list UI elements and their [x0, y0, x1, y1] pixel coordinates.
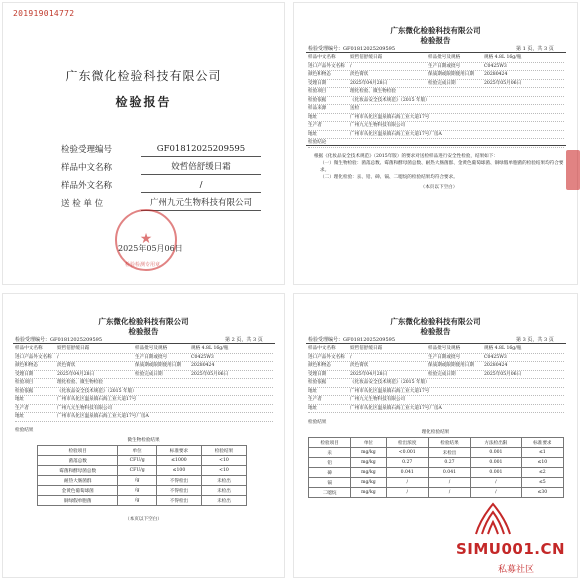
seal-label: 检验检测专用章	[125, 262, 161, 268]
info-key: 生产者	[308, 123, 322, 128]
header-divider	[306, 343, 566, 344]
table-header-row	[309, 438, 564, 448]
info-key: 检验完成日期	[428, 371, 456, 377]
info-row	[15, 371, 273, 380]
info-value: C0425W3	[484, 63, 507, 69]
watermark-brand: SIMU001.CN	[456, 540, 566, 558]
info-value: 《化妆品安全技术规范》（2015 年版）	[57, 388, 137, 394]
receipt-number: 检验受理编号：GF01812025209595	[308, 46, 396, 52]
chem-table-title: 理化检验结果	[421, 430, 450, 435]
table-cell: 未检出	[428, 448, 470, 458]
info-value: 理化检验、微生物检验	[57, 380, 103, 385]
info-row	[308, 354, 564, 363]
info-value: 姣哲倍舒缓日霜	[57, 346, 90, 351]
page-company-name: 广东微化检验科技有限公司	[98, 317, 189, 326]
info-value: 广州市从化区温泉镇石海工业大道17号厂房A	[57, 414, 149, 419]
info-value: 规格 4.8L 16g/瓶	[191, 346, 229, 351]
table-cell: /	[428, 488, 470, 498]
info-row	[15, 388, 273, 397]
info-value: 规格 4.8L 16g/瓶	[484, 346, 522, 351]
cover-row-label: 样品中文名称	[61, 163, 113, 173]
info-row	[308, 122, 564, 131]
info-row	[308, 388, 564, 397]
info-key: 检验结论	[308, 140, 327, 145]
info-value: 广州九元生物科技有限公司	[350, 397, 406, 402]
page-number: 第 2 页，共 3 页	[225, 337, 263, 343]
table-cell: 0.041	[428, 468, 470, 478]
table-cell: /g	[118, 496, 157, 506]
micro-table-title: 微生物检验结果	[127, 438, 160, 443]
info-value: C0425W3	[484, 354, 507, 360]
section-divider	[306, 145, 566, 146]
table-cell: <10	[201, 466, 246, 476]
sample-info-table	[308, 54, 564, 148]
info-key: 地址	[308, 131, 318, 137]
table-row	[38, 476, 247, 486]
table-cell: ≤1000	[156, 456, 201, 466]
cover-report-title: 检验报告	[115, 95, 172, 109]
column-header: 检验结果	[201, 446, 246, 456]
info-row	[15, 413, 273, 422]
sample-info-table	[308, 345, 564, 413]
info-key: 样品批号及规格	[135, 346, 168, 351]
info-key: 样品批号及规格	[428, 55, 461, 60]
table-cell: 金黄色葡萄球菌	[38, 486, 118, 496]
info-key: 地址	[15, 414, 25, 419]
header-divider	[306, 52, 566, 53]
info-row	[308, 105, 564, 114]
info-key: 生产日期或批号	[135, 354, 168, 360]
table-row	[309, 488, 564, 498]
cover-row-label: 送 检 单 位	[61, 199, 104, 209]
table-cell: 不得检出	[156, 486, 201, 496]
micro-results-table	[37, 445, 247, 506]
info-key: 进口产品外文名称	[15, 354, 52, 360]
conclusion-line: 根据《化妆品安全技术规范》（2015年版）的要求对送检样品进行安全性检验，结果如下：	[314, 154, 498, 159]
info-key: 检验依据	[15, 388, 34, 394]
column-header: 检验项目	[38, 446, 118, 456]
info-key: 地址	[308, 388, 318, 394]
table-cell: /	[471, 488, 522, 498]
table-header-row	[38, 446, 247, 456]
info-row	[15, 405, 273, 414]
info-row	[308, 71, 564, 80]
table-cell: /g	[118, 476, 157, 486]
info-key: 样品批号及规格	[428, 346, 461, 351]
report-serial-number: 201919014772	[13, 9, 75, 18]
table-row	[38, 486, 247, 496]
microbiology-results-page	[2, 293, 285, 578]
page-company-name: 广东微化检验科技有限公司	[390, 26, 481, 35]
cover-row-sample-name-cn	[61, 161, 261, 175]
info-row	[308, 362, 564, 371]
table-cell: 砷	[309, 468, 351, 478]
table-cell: /	[428, 478, 470, 488]
info-value: 《化妆品安全技术规范》（2015 年版）	[350, 380, 430, 385]
column-header: 检验结果	[428, 438, 470, 448]
table-cell: ≤100	[156, 466, 201, 476]
column-header: 检验项目	[309, 438, 351, 448]
info-value: 淡色膏状	[57, 363, 76, 368]
table-row	[309, 478, 564, 488]
info-value: 20280424	[191, 363, 215, 368]
info-value: 送检	[350, 106, 360, 111]
info-value: 《化妆品安全技术规范》（2015 年版）	[350, 97, 430, 103]
table-cell: /	[386, 478, 428, 488]
column-header: 标准要求	[156, 446, 201, 456]
info-value: 广州市从化区温泉镇石海工业大道17号	[57, 397, 137, 402]
info-value: 2025年05月06日	[191, 371, 229, 377]
info-key: 地址	[308, 114, 318, 120]
table-cell: 未检出	[201, 476, 246, 486]
info-value: /	[350, 63, 352, 69]
info-row	[308, 371, 564, 380]
table-cell: 二噁烷	[309, 488, 351, 498]
results-section-label: 检验结果	[15, 428, 34, 433]
info-key: 生产日期或批号	[428, 354, 461, 360]
cover-row-receipt-number	[61, 143, 261, 157]
results-section-label: 检验结果	[308, 420, 327, 425]
table-cell: /	[471, 478, 522, 488]
report-cover-page	[2, 2, 285, 285]
table-cell: 0.27	[386, 458, 428, 468]
cover-row-sample-name-en	[61, 179, 261, 193]
info-key: 样品来源	[308, 106, 327, 111]
info-row	[308, 63, 564, 72]
table-cell: mg/kg	[351, 448, 386, 458]
info-key: 地址	[15, 397, 25, 402]
table-cell: ≤1	[521, 448, 563, 458]
page-company-name: 广东微化检验科技有限公司	[390, 317, 481, 326]
info-value: 广州市从化区温泉镇石海工业大道17号	[350, 114, 430, 120]
table-cell: mg/kg	[351, 488, 386, 498]
info-row	[308, 396, 564, 405]
conclusion-line: （二）理化检验：汞、铅、砷、镉、二噁烷的检验结果均符合要求。	[320, 175, 458, 180]
watermark-logo-icon	[472, 500, 514, 538]
cover-company-name: 广东微化检验科技有限公司	[65, 69, 222, 83]
receipt-number: 检验受理编号：GF01812025209595	[308, 337, 396, 343]
table-cell: mg/kg	[351, 478, 386, 488]
inspection-seal-icon: ★	[115, 209, 177, 271]
info-row	[15, 396, 273, 405]
table-row	[38, 496, 247, 506]
info-key: 保质期或限期使用日期	[428, 72, 474, 77]
table-cell: ≤30	[521, 488, 563, 498]
info-key: 样品中文名称	[308, 346, 336, 351]
info-key: 地址	[308, 405, 318, 411]
cover-row-value: GF01812025209595	[141, 143, 261, 157]
info-row	[308, 131, 564, 140]
info-key: 检验项目	[15, 380, 34, 385]
conclusion-text	[314, 153, 564, 191]
info-row	[15, 345, 273, 354]
info-value: 规格 4.8L 16g/瓶	[484, 55, 522, 60]
info-key: 检验完成日期	[135, 371, 163, 377]
info-row	[308, 345, 564, 354]
table-cell: 镉	[309, 478, 351, 488]
info-row	[308, 139, 564, 148]
info-key: 样品中文名称	[15, 346, 43, 351]
table-cell: 菌落总数	[38, 456, 118, 466]
table-cell: ≤5	[521, 478, 563, 488]
receipt-number: 检验受理编号：GF01812025209595	[15, 337, 103, 343]
table-cell: ≤2	[521, 468, 563, 478]
info-row	[15, 379, 273, 388]
table-cell: 0.001	[471, 448, 522, 458]
cover-row-value: /	[141, 179, 261, 193]
info-key: 检验依据	[308, 380, 327, 385]
blank-below-note: （本页以下空白）	[125, 517, 162, 522]
column-header: 单位	[118, 446, 157, 456]
chemistry-results-page	[293, 293, 578, 578]
info-key: 颜色和物态	[308, 72, 331, 77]
info-value: /	[350, 354, 352, 360]
table-cell: mg/kg	[351, 458, 386, 468]
cover-row-value: 姣哲倍舒缓日霜	[141, 161, 261, 175]
cover-row-label: 检验受理编号	[61, 145, 113, 155]
table-cell: 未检出	[201, 486, 246, 496]
info-row	[308, 54, 564, 63]
info-key: 生产者	[15, 405, 29, 411]
table-cell: 铅	[309, 458, 351, 468]
report-info-page	[293, 2, 578, 285]
info-key: 生产日期或批号	[428, 63, 461, 69]
info-row	[308, 114, 564, 123]
cover-issue-date: 2025年05月06日	[118, 244, 183, 253]
table-cell: 0.041	[386, 468, 428, 478]
info-key: 检验依据	[308, 97, 327, 103]
page-number: 第 3 页，共 3 页	[516, 337, 554, 343]
column-header: 检出浓度	[386, 438, 428, 448]
info-value: 20280424	[484, 72, 508, 77]
info-value: 广州九元生物科技有限公司	[57, 405, 113, 411]
info-value: 2025年04月28日	[57, 371, 95, 377]
side-seal-fragment-icon	[566, 150, 580, 190]
table-cell: CFU/g	[118, 456, 157, 466]
column-header: 方法检出限	[471, 438, 522, 448]
table-cell: ≤10	[521, 458, 563, 468]
watermark-subtitle: 私募社区	[498, 565, 535, 575]
table-cell: 不得检出	[156, 496, 201, 506]
info-row	[308, 80, 564, 89]
info-value: 广州市从化区温泉镇石海工业大道17号厂房A	[350, 405, 442, 411]
page-report-title: 检验报告	[420, 36, 451, 45]
info-value: 20280424	[484, 363, 508, 368]
info-value: 淡色膏状	[350, 72, 369, 77]
cover-row-submitting-unit	[61, 197, 261, 211]
info-row	[308, 405, 564, 414]
info-key: 检验项目	[308, 89, 327, 94]
table-cell: <10	[201, 456, 246, 466]
table-cell: 耐热大肠菌群	[38, 476, 118, 486]
table-row	[38, 456, 247, 466]
info-key: 生产者	[308, 397, 322, 402]
info-value: C0425W3	[191, 354, 214, 360]
info-row	[308, 97, 564, 106]
table-cell: <0.001	[386, 448, 428, 458]
table-cell: 0.001	[471, 468, 522, 478]
info-row	[15, 354, 273, 363]
info-key: 颜色和物态	[308, 363, 331, 368]
page-report-title: 检验报告	[420, 327, 451, 336]
info-row	[308, 379, 564, 388]
table-cell: 0.001	[471, 458, 522, 468]
info-key: 进口产品外文名称	[308, 63, 345, 69]
info-value: 淡色膏状	[350, 363, 369, 368]
table-cell: CFU/g	[118, 466, 157, 476]
info-key: 保质期或限期使用日期	[135, 363, 181, 368]
info-row	[15, 362, 273, 371]
info-key: 保质期或限期使用日期	[428, 363, 474, 368]
info-key: 进口产品外文名称	[308, 354, 345, 360]
blank-below-note: （本页以下空白）	[420, 185, 458, 190]
page-number: 第 1 页，共 3 页	[516, 46, 554, 52]
sample-info-table	[15, 345, 273, 422]
header-divider	[13, 343, 275, 344]
info-key: 样品中文名称	[308, 55, 336, 60]
table-cell: /	[386, 488, 428, 498]
info-value: 2025年04月28日	[350, 371, 388, 377]
info-value: /	[57, 354, 59, 360]
info-key: 受理日期	[308, 371, 327, 377]
table-cell: 汞	[309, 448, 351, 458]
table-cell: 铜绿假单胞菌	[38, 496, 118, 506]
column-header: 标准要求	[521, 438, 563, 448]
table-cell: 霉菌和酵母菌总数	[38, 466, 118, 476]
table-cell: 0.27	[428, 458, 470, 468]
info-value: 理化检验、微生物检验	[350, 89, 396, 94]
info-value: 2025年04月28日	[350, 80, 388, 86]
info-value: 2025年05月06日	[484, 371, 522, 377]
table-cell: /g	[118, 486, 157, 496]
table-row	[309, 458, 564, 468]
info-value: 姣哲倍舒缓日霜	[350, 55, 383, 60]
info-row	[308, 88, 564, 97]
info-value: 广州市从化区温泉镇石海工业大道17号	[350, 388, 430, 394]
table-row	[38, 466, 247, 476]
info-key: 受理日期	[15, 371, 34, 377]
cover-row-label: 样品外文名称	[61, 181, 113, 191]
info-key: 检验完成日期	[428, 80, 456, 86]
chem-results-table	[308, 437, 564, 498]
table-cell: mg/kg	[351, 468, 386, 478]
info-value: 广州市从化区温泉镇石海工业大道17号厂房A	[350, 131, 442, 137]
info-value: 姣哲倍舒缓日霜	[350, 346, 383, 351]
column-header: 单位	[351, 438, 386, 448]
page-report-title: 检验报告	[128, 327, 159, 336]
table-cell: 未检出	[201, 496, 246, 506]
table-row	[309, 468, 564, 478]
info-key: 受理日期	[308, 80, 327, 86]
info-key: 颜色和物态	[15, 363, 38, 368]
info-value: 广州九元生物科技有限公司	[350, 123, 406, 128]
cover-row-value: 广州九元生物科技有限公司	[141, 197, 261, 211]
conclusion-line: （一）微生物检验：菌落总数、霉菌和酵母菌总数、耐热大肠菌群、金黄色葡萄球菌、铜绿假单胞菌的检验结果均符合要求。	[320, 161, 564, 173]
table-row	[309, 448, 564, 458]
table-cell: 不得检出	[156, 476, 201, 486]
info-value: 2025年05月06日	[484, 80, 522, 86]
